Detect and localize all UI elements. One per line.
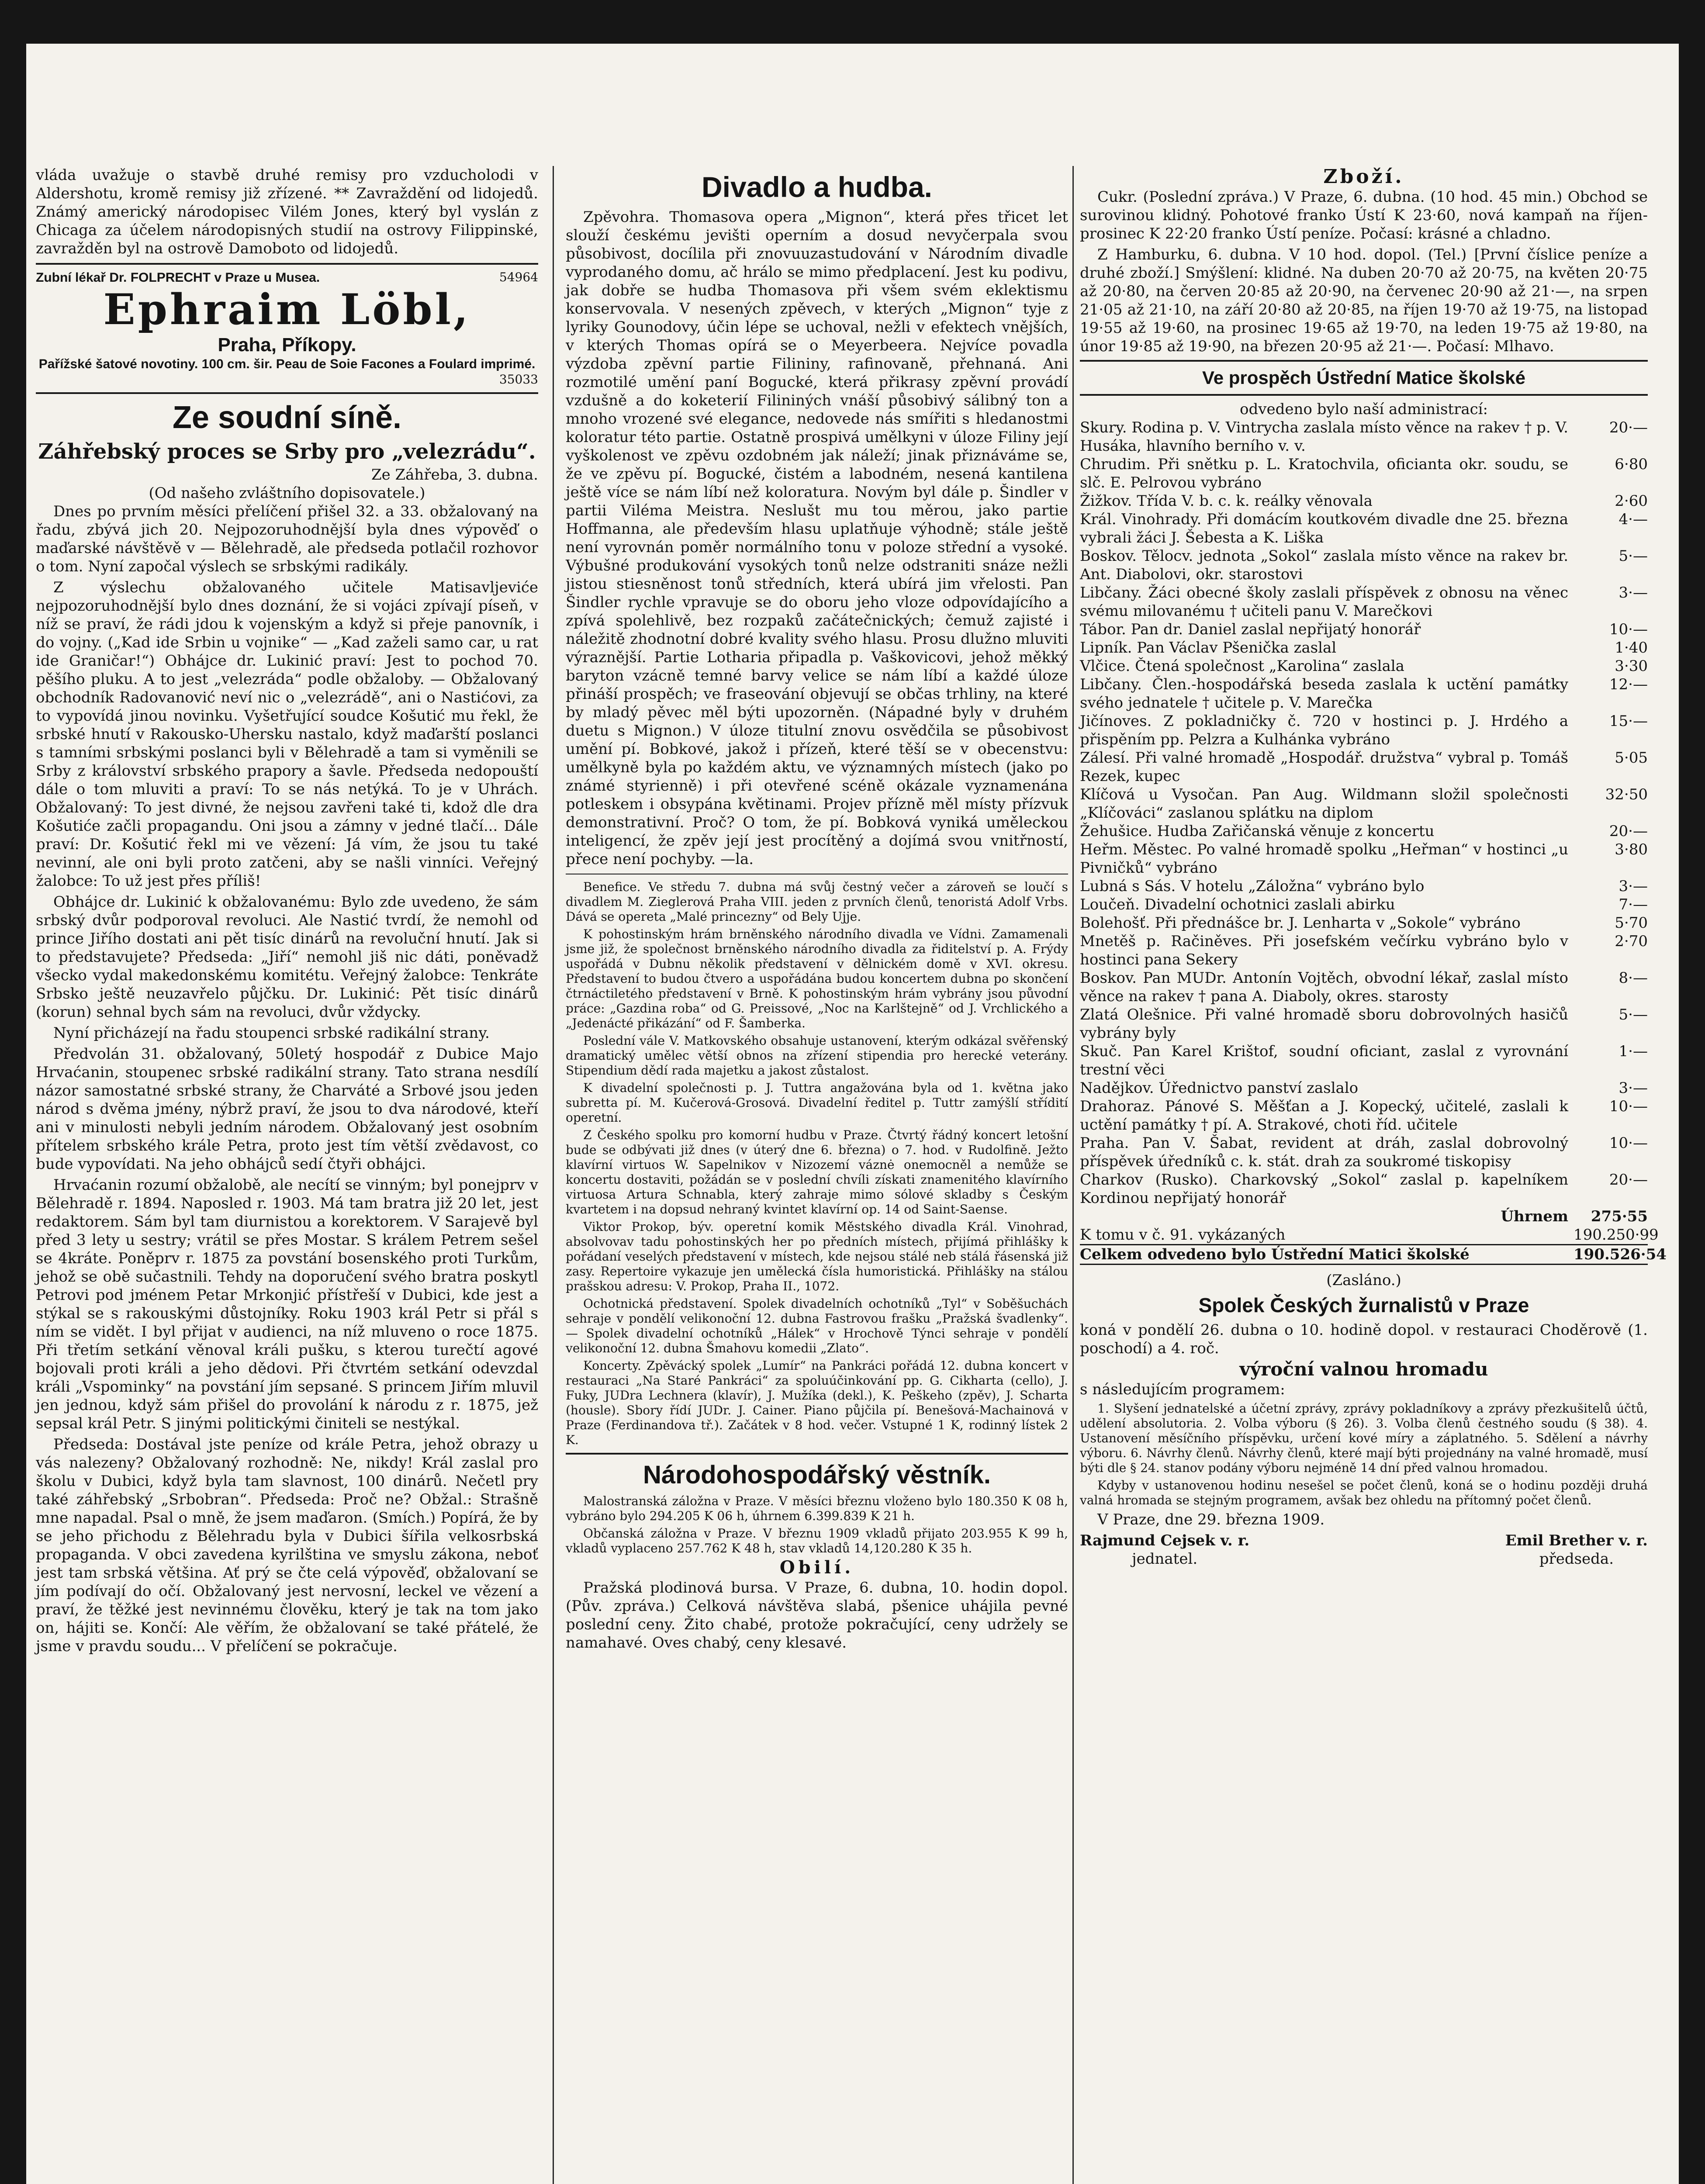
donation-row: [1080, 822, 1648, 840]
column-rule: [553, 166, 554, 2184]
donation-amount: 10·—: [1609, 621, 1648, 638]
donation-amount: 5·70: [1615, 914, 1648, 932]
donation-amount: 12·—: [1609, 676, 1648, 693]
donation-row: [1080, 492, 1648, 510]
donation-amount: 1·—: [1619, 1043, 1648, 1060]
donation-amount: 20·—: [1609, 1171, 1648, 1189]
donation-amount: 20·—: [1609, 822, 1648, 840]
subsection-title: Obilí.: [779, 1557, 854, 1578]
donation-row: [1080, 1079, 1648, 1097]
newspaper-page: [26, 44, 1679, 2184]
donation-text: Charkov (Rusko). Charkovský „Sokol“ zaslal p. kapelníkem Kordinou nepřijatý honorář: [1080, 1171, 1568, 1207]
donation-amount: 8·—: [1619, 969, 1648, 987]
ad-number: 35033: [499, 372, 538, 387]
article-paragraph: Dnes po prvním měsíci přelíčení přišel 32. a 33. obžalovaný na řadu, zbývá jich 20. Nejpozoruhodnější byla dnes výpověď o maďarské návštěvě v — Bělehradě, ale předseda potlačil rozhovor o tom. Nyní započal výslech se srbskými radikály.: [36, 503, 538, 575]
news-item: Ochotnická představení. Spolek divadelních ochotníků „Tyl“ v Soběšuchách sehraje v pondělí velikonoční 12. dubna Fastrovou frašku „Pražská švadlenky“. — Spolek divadelní ochotníků „Hálek“ v Hrochově Týnci sehraje v pondělí velikonoční 12. dubna Šmahovu komedii „Zlato“.: [566, 1296, 1068, 1355]
grand-total-label: Celkem odvedeno bylo Ústřední Matici školské: [1080, 1246, 1470, 1263]
donation-text: Žehušice. Hudba Zařičanská věnuje z koncertu: [1080, 822, 1435, 840]
donation-text: Skuč. Pan Karel Krištof, soudní oficiant, zaslal z vyrovnání trestní věci: [1080, 1043, 1568, 1078]
prior-total-label: K tomu v č. 91. vykázaných: [1080, 1226, 1286, 1244]
ad-text: Zubní lékař Dr. FOLPRECHT v Praze u Musea.: [36, 270, 320, 285]
donation-text: Vlčice. Čtená společnost „Karolina“ zaslala: [1080, 657, 1404, 675]
donation-row: [1080, 510, 1648, 547]
donation-amount: 15·—: [1609, 712, 1648, 730]
donation-amount: 10·—: [1609, 1134, 1648, 1152]
donation-text: Žižkov. Třída V. b. c. k. reálky věnovala: [1080, 492, 1373, 510]
donation-amount: 10·—: [1609, 1098, 1648, 1115]
meeting-title: výroční valnou hromadu: [1239, 1358, 1488, 1380]
donation-amount: 2·70: [1615, 933, 1648, 950]
donation-text: Loučeň. Divadelní ochotnici zaslali abirku: [1080, 896, 1395, 913]
subtotal-value: 275·55: [1591, 1208, 1648, 1225]
donation-row: [1080, 455, 1648, 492]
donation-amount: 3·30: [1615, 657, 1648, 675]
program-text: 1. Slyšení jednatelské a účetní zprávy, zprávy pokladníkovy a zprávy přezkušitelů účtů, udělení absolutoria. 2. Volba výboru (§ 26). 3. Volba členů čestného soudu (§ 38). 4. Ustanovení měsíčního příspěvku, určení kové míry a záplatného. 5. Sdělení a návrhy výboru. 6. Návrhy členů. Návrhy členů, které mají býti projednány na valné hromadě, musí býti dle § 24. stanov podány výboru nejméně 14 dní před valnou hromadou.: [1080, 1401, 1648, 1475]
news-item: Koncerty. Zpěvácký spolek „Lumír“ na Pankráci pořádá 12. dubna koncert v restauraci „Na Staré Pankráci“ za spoluúčinkování pp. G. Cikharta (cello), J. Fuky, JUDra Lechnera (klavír), J. Mužíka (dekl.), K. Peškeho (zpěv), J. Scharta (housle). Sbory řídí JUDr. J. Cainer. Piano půjčila pí. Benešová-Machainová v Praze (Ferdinandova tř.). Začátek v 8 hod. večer. Vstupné 1 K, rodinný lístek 2 K.: [566, 1358, 1068, 1447]
program-intro: s následujícím programem:: [1080, 1381, 1285, 1398]
signature-place-date: V Praze, dne 29. března 1909.: [1097, 1511, 1325, 1528]
news-item: Viktor Prokop, býv. operetní komik Městského divadla Král. Vinohrad, absolvovav tadu pohostinských her po předních místech, přijímá přihlášky k pořádaní veselých představení v místech, kde nejsou stálé neb stálá řásenská již zasy. Repertoire vykazuje jen umělecká čísla humoristická. Přihlášky na stálou prašskou adresu: V. Prokop, Praha II., 1072.: [566, 1220, 1068, 1293]
donation-amount: 3·80: [1615, 841, 1648, 858]
column-2: [566, 166, 1068, 2184]
article-paragraph: Hrvaćanin rozumí obžalobě, ale necítí se vinným; byl ponejprv v Bělehradě r. 1894. Naposled r. 1903. Má tam bratra již 20 let, jest redaktorem. Sám byl tam diurnistou a korektorem. V Sarajevě byl před 3 lety u sestry; vrátil se přes Mostar. S králem Petrem sešel se 4kráte. Poněprv r. 1875 za povstání bosenského proti Turkům, jehož se obě sučastnili. Tehdy na doporučení svého bratra poskytl Petrovi pod jménem Petar Mrkonjić přístřeší v Dubici, kde jest a stýkal se s rakouskými důstojníky. Roku 1903 král Petr si přál s ním se vidět. I byl přijat v audienci, na níž mluveno o roce 1875. Při třetím setkání věnoval králi pušku, s kterou turečtí agové bojovali proti králi a jeho dědovi. Při čtvrtém setkání odevzdal králi „Vspominky“ na povstání jím sepsané. S princem Jiřím mluvil jen jednou, když sám přišel do provolání k národu z r. 1875, jež sepsal král Petr. S jinými politickými činiteli se nestýkal.: [36, 1176, 538, 1432]
donation-text: Boskov. Pan MUDr. Antonín Vojtěch, obvodní lékař, zaslal místo věnce na rakev † pana A. Diaboly, okres. starosty: [1080, 969, 1568, 1005]
donation-row: [1080, 895, 1648, 914]
column-1: [36, 166, 538, 2184]
donation-amount: 1·40: [1615, 639, 1648, 657]
article-title: Záhřebský proces se Srby pro „velezrádu“.: [38, 439, 536, 464]
donation-amount: 3·—: [1619, 878, 1648, 895]
donation-row: [1080, 969, 1648, 1006]
donation-amount: 32·50: [1605, 786, 1648, 803]
article-source: (Od našeho zvláštního dopisovatele.): [149, 484, 425, 502]
prior-total-row: [1080, 1226, 1659, 1244]
donation-row: [1080, 418, 1648, 455]
news-brief: vláda uvažuje o stavbě druhé remisy pro vzducholodi v Aldershotu, kromě remisy již zřízené. ** Zavraždění od lidojedů. Známý americký národopisec Vilém Jones, který byl vyslán z Chicaga za účelem národopisných studií na ostrovy Filippinské, zavražděn byl na ostrově Damoboto od lidojedů.: [36, 166, 538, 257]
signatory-role: předseda.: [1539, 1550, 1614, 1568]
donation-amount: 5·—: [1619, 547, 1648, 565]
news-item: K divadelní společnosti p. J. Tuttra angažována byla od 1. května jako subretta pí. M. Kučerová-Grosová. Divadelní ředitel p. Tuttr zamýšlí střídití operetní.: [566, 1081, 1068, 1125]
donation-amount: 3·—: [1619, 1079, 1648, 1097]
donation-text: Jičínoves. Z pokladničky č. 720 v hostinci p. J. Hrdého a přispěním pp. Pelzra a Kulhánka vybráno: [1080, 712, 1568, 748]
divider: [36, 263, 538, 265]
subtotal-label: Úhrnem: [1501, 1208, 1568, 1225]
donation-amount: 7·—: [1619, 896, 1648, 913]
advertisement-text: Pařížské šatové novotiny. 100 cm. šir. Peau de Soie Facones a Foulard imprimé.: [38, 357, 536, 371]
donation-text: Libčany. Žáci obecné školy zaslali příspěvek z obnosu na věnec svému milovanému † učiteli panu V. Marečkovi: [1080, 584, 1568, 620]
donation-amount: 5·05: [1615, 749, 1648, 767]
advertiser-address: Praha, Příkopy.: [218, 334, 356, 356]
donation-row: [1080, 639, 1648, 657]
zaslano-label: (Zasláno.): [1326, 1272, 1401, 1289]
news-item: K pohostinským hrám brněnského národního divadla ve Vídni. Zamamenali jsme již, že společnost brněnského národního divadla za řiditelství p. A. Frýdy uspořádá v Dubnu několik představení v dělnickém domě v XVI. okresu. Představení to budou čtvero a uspořádána budou koncertem dubna po skončení čtrnáctiletého představení v Brně. K pohostinským hrám vybrány jsou původní práce: „Gazdina roba“ od G. Preissové, „Noc na Karlštejně“ od J. Vrchlického a „Jedenácté přikázání“ od F. Šamberka.: [566, 927, 1068, 1030]
donation-text: Chrudim. Při snětku p. L. Kratochvila, oficianta okr. soudu, se slč. E. Pelrovou vybráno: [1080, 456, 1568, 491]
section-title: Národohospodářský věstník.: [643, 1461, 991, 1489]
donation-text: Zlatá Olešnice. Při valné hromadě sboru dobrovolných hasičů vybrány byly: [1080, 1006, 1568, 1042]
article-paragraph: Obhájce dr. Lukinić k obžalovanému: Bylo zde uvedeno, že sám srbský dvůr podporoval revoluci. Ale Nastić tvrdí, že nemohl od prince Jiřího dostati ani pět tisíc dinárů na revoluční hnutí. Jak si to představujete? Předseda: „Jiří“ nemohl jiš nic dáti, poněvadž všecko vydal makedonskému komitétu. Veřejný žalobce: Tenkráte Srbsko ještě neuzavřelo půjčku. Dr. Lukinić: Pět tisíc dinárů (korun) sehnal bych sám na revoluci, dvůr vždycky.: [36, 893, 538, 1021]
prior-total-value: 190.250·99: [1574, 1226, 1659, 1244]
donation-text: Tábor. Pan dr. Daniel zaslal nepřijatý honorář: [1080, 621, 1421, 638]
donation-text: Nadějkov. Úřednictvo panství zaslalo: [1080, 1079, 1359, 1097]
news-item: Občanská záložna v Praze. V březnu 1909 vkladů přijato 203.955 K 99 h, vkladů vyplaceno 257.762 K 48 h, stav vkladů 14,120.280 K 35 h.: [566, 1526, 1068, 1555]
program-note: Kdyby v ustanovenou hodinu nesešel se počet členů, koná se o hodinu později druhá valná hromada se stejným programem, avšak bez ohledu na přítomný počet členů.: [1080, 1478, 1648, 1507]
association-title: Spolek Českých žurnalistů v Praze: [1198, 1294, 1529, 1317]
subtotal-row: [1080, 1207, 1648, 1226]
news-item: Z Českého spolku pro komorní hudbu v Praze. Čtvrtý řádný koncert letošní bude se odbývati již dnes (v úterý dne 6. března) o 7. hod. v Rudolfině. Ježto klavírní virtuos W. Sapelnikov v Nizozemí váznė onemocněl a nemůže se koncertu dostaviti, požádán se v poslední chvíli získati znamenitého klavírního virtuosa Artura Schnabla, který zahraje mimo sólové skladby s Českým kvartetem i na dopsud nehraný kvintet klavírní op. 14 od Saint-Saense.: [566, 1128, 1068, 1216]
donation-list: [1080, 418, 1648, 1207]
article-paragraph: Z výslechu obžalovaného učitele Matisavljeviće nejpozoruhodnější bylo dnes doznání, že si vojáci zpívají píseň, v níž se praví, že rádi jdou k vojenským a když si přeje panovník, i do vojny. („Kad ide Srbin u vojnike“ — „Kad zaželi samo car, u rat ide Graničar!“) Obhájce dr. Lukinić praví: Jest to pochod 70. pěšího pluku. A to jest „velezráda“ podle obžaloby. — Obžalovaný obchodník Radovanović neví nic o „velezrádě“, ani o Nastićovi, za to vypovídá jinou novinku. Vyšetřující soudce Košutić mu řekl, že srbské hnutí v Rakousko-Uhersku nastalo, když maďarští poslanci s tamními srbskými poslanci byli v Bělehradě a tam si vyměnili se Srby z království srbského prapory a šavle. Předseda nedopouští dále o tom mluviti a praví: To se nás netýká. To je v Uhrách. Obžalovaný: To jest divné, že nejsou zavřeni také ti, kdož dle dra Košutiće začli propagandu. Oni jsou a zámny v jedné tlačí... Dále praví: Dr. Košutić řekl mi ve vězení: Já vím, že jsou tu také nevinní, ale oni byli proto zatčeni, aby se našli vinníci. Veřejný žalobce: To už jest přes příliš!: [36, 579, 538, 890]
donation-text: Libčany. Člen.-hospodářská beseda zaslala k uctění památky svého jednatele † učitele p. V. Marečka: [1080, 676, 1568, 712]
donation-text: Bolehošť. Při přednášce br. J. Lenharta v „Sokole“ vybráno: [1080, 914, 1521, 932]
donation-row: [1080, 584, 1648, 620]
donation-amount: 20·—: [1609, 419, 1648, 436]
article-paragraph: Předvolán 31. obžalovaný, 50letý hospodář z Dubice Majo Hrvaćanin, stoupenec srbské radikální strany. Tato strana nesdílí názor samostatné srbské strany, že Charváté a Srbové jsou jeden národ s dvěma jmény, nýbrž praví, že jsou to dva národové, kteří ani v minulosti nebyli jedním národem. Obžalovaný jest osobním přítelem srbského krále Petra, proto jest tím větší zvědavost, co bude vypovídati. Na jeho obhájců sedí čtyři obhájci.: [36, 1045, 538, 1173]
divider: [566, 1453, 1068, 1455]
donation-row: [1080, 675, 1648, 712]
section-title: Divadlo a hudba.: [701, 171, 933, 203]
article-paragraph: Předseda: Dostával jste peníze od krále Petra, jehož obrazy u vás nalezeny? Obžalovaný rozhodně: Ne, nikdy! Král zaslal pro školu v Dubici, když byla tam slavnost, 100 dinárů. Nečetl pry také záhřebský „Srbobran“. Předseda: Proč ne? Obžal.: Strašně mne napadal. Psal o mně, že jsem maďaron. (Smích.) Popírá, že by se jeho přichodu z Bělehradu byla v Dubici šířila velkosrbská propaganda. V obci zavedena kyrilština ve smyslu zákona, neboť jest tam srbská většina. Ať prý se čte celá výpověď, obžalovaní se jím podívají do očí. Obžalovaný jest nervosní, leckel ve vězení a praví, že těžké jest nevinnému člověku, který je tak na tom jako on, hájiti se. Končí: Ale věřím, že obžalovaní se také přátelé, že jsme v pravdu soudu... V přelíčení se pokračuje.: [36, 1436, 538, 1655]
grand-total-row: [1080, 1244, 1667, 1265]
article-paragraph: Zpěvohra. Thomasova opera „Mignon“, která přes třicet let slouží českému jevišti operním a dosud nevyčerpala svou působivost, docílila při znovuuzastudování v Národním divadle vyprodaného domu, ač hrálo se mimo předplacení. Jest ku podivu, jak dobře se hudba Thomasova při všem svém eklektismu konservovala. V nesených zpěvech, v kterých „Mignon“ tyje z lyriky Gounodovy, účin lépe se uchoval, nežli v efektech vnějších, v kterých Thomas opírá se o Meyerbeera. Nejvíce povadla výzdoba zpěvní partie Filininy, rafinovaně, přehnaná. Ani rozmotilé umění paní Bogucké, která přikrasy zpěvní provádí vzdušně a do koketerií Filininých vnáší působivý sálibný ton a mnoho vrozené své elegance, nedovede nás smířiti s hledanostmi koloratur této partie. Ostatně prospivá umělkyni v úloze Filiny její vyškolenost ve zpěvu ozdobném jak náleží; jinak přiznáváme se, že ve zpěvu pí. Bogucké, čistém a labodném, nesená kantilena ještě více se nám líbí než koloratura. Novým byl dále p. Šindler v partii Viléma Meistra. Neslušt mu tou měrou, jako partie Hoffmanna, ale především hlasu uplatňuje výhodně; stále ještě není vyrovnán poměr normálního tonu v poloze střední a vysoké. Výbušné produkování vysokých tonů nelze odstraniti snáze nežli jistou stiesněnost tonů středních, která ubírá jim vřelosti. Pan Šindler rychle vpravuje se do oboru jeho vloze odpovídajícího a zpívá spolehlivě, bez rozpaků začátečnických; čemuž zajisté i náležitě zhodnotní dobré kvality svého hlasu. Prosu dlužno mluviti výraznější. Partie Lotharia připadla p. Vaškovicovi, jehož měkký baryton vzácně temné barvy velice se nám líbí a každé úloze přináší prospěch; ve fraseování objevují se občas trhliny, na které by mladý pěvec měl býti upozorněn. (Nápadné byly v druhém duetu s Mignon.) V úloze titulní znovu osvědčila se působivost umění pí. Bobkové, jakož i přízeň, které těší se v obecenstvu: umělkyně byla po každém aktu, ve významných místech (jako po známé styrienně) i při otevřené scéně okázale vyznamenána potleskem i obsypána květinami. Projev přízně měl místy přízvuk demonstrativní. Proč? O tom, že pí. Bobková vyniká uměleckou inteligencí, že zpěv její jest procítěný a dojímá svou vnitřností, přece není pochyby. —la.: [566, 208, 1068, 868]
market-report: Z Hamburku, 6. dubna. V 10 hod. dopol. (Tel.) [První číslice peníze a druhé zboží.] Smýšlení: klidné. Na duben 20·70 až 20·75, na květen 20·75 až 20·80, na červen 20·85 až 20·90, na červenec 20·90 až 21·—, na srpen 21·05 až 21·10, na září 20·80 až 20·85, na říjen 19·70 až 19·75, na listopad 19·55 až 19·60, na prosinec 19·65 až 19·70, na leden 19·75 až 19·80, na únor 19·85 až 19·90, na březen 20·95 až 21·—. Počasí: Mlhavo.: [1080, 246, 1648, 355]
donation-text: Heřm. Městec. Po valné hromadě spolku „Heřman“ v hostinci „u Pivničků“ vybráno: [1080, 841, 1568, 877]
donation-amount: 3·—: [1619, 584, 1648, 601]
donation-row: [1080, 1097, 1648, 1134]
donation-text: Skury. Rodina p. V. Vintrycha zaslala místo věnce na rakev † p. V. Husáka, hlavního berního v. v.: [1080, 419, 1568, 455]
donation-text: Praha. Pan V. Šabat, revident at dráh, zaslal dobrovolný příspěvek úředníků c. k. stát. drah za soukromé tiskopisy: [1080, 1134, 1568, 1170]
donation-row: [1080, 620, 1648, 639]
donation-amount: 6·80: [1615, 456, 1648, 473]
donation-row: [1080, 840, 1648, 877]
ad-number: 54964: [499, 270, 538, 284]
column-3: [1080, 166, 1667, 2184]
news-item: Malostranská záložna v Praze. V měsíci březnu vloženo bylo 180.350 K 08 h, vybráno bylo 294.205 K 06 h, úhrnem 6.399.839 K 21 h.: [566, 1494, 1068, 1523]
donation-text: Lubná s Sás. V hotelu „Záložna“ vybráno bylo: [1080, 878, 1425, 895]
dentist-ad: [36, 270, 538, 286]
donation-row: [1080, 1134, 1648, 1171]
article-paragraph: Nyní přicházejí na řadu stoupenci srbské radikální strany.: [53, 1024, 490, 1042]
market-report: Cukr. (Poslední zpráva.) V Praze, 6. dubna. (10 hod. 45 min.) Obchod se surovinou klidný. Pohotové franko Ústí K 23·60, nová kampaň na říjen-prosinec K 22·20 franko Ústí peníze. Počasí: krásné a chladno.: [1080, 188, 1648, 242]
donation-amount: 4·—: [1619, 511, 1648, 528]
donation-row: [1080, 547, 1648, 584]
donation-text: Lipník. Pan Václav Pšenička zaslal: [1080, 639, 1337, 657]
meeting-announcement: koná v pondělí 26. dubna o 10. hodině dopol. v restauraci Choděrově (1. poschodí) a 4. roč.: [1080, 1321, 1648, 1357]
donation-row: [1080, 932, 1648, 969]
donation-text: Boskov. Tělocv. jednota „Sokol“ zaslala místo věnce na rakev br. Ant. Diabolovi, okr. starostovi: [1080, 547, 1568, 583]
donation-text: Drahoraz. Pánové S. Měšťan a J. Kopecký, učitelé, zaslali k uctění památky † pí. A. Strakové, choti říd. učitele: [1080, 1098, 1568, 1133]
signatures: [1080, 1531, 1648, 1568]
signatory-name: Rajmund Cejsek v. r.: [1080, 1532, 1250, 1549]
dateline: Ze Záhřeba, 3. dubna.: [371, 466, 538, 484]
advertiser-name: Ephraim Löbl,: [103, 285, 471, 334]
signatory-name: Emil Brether v. r.: [1505, 1532, 1648, 1549]
grand-total-value: 190.526·54: [1574, 1246, 1667, 1263]
donation-row: [1080, 657, 1648, 675]
donation-text: Klíčová u Vysočan. Pan Aug. Wildmann složil společnosti „Klíčováci“ zaslanou splátku na diplom: [1080, 786, 1568, 822]
donation-amount: 2·60: [1615, 492, 1648, 510]
donation-row: [1080, 1042, 1648, 1079]
donation-text: Král. Vinohrady. Při domácím koutkovém divadle dne 25. března vybrali žáci J. Šebesta a K. Liška: [1080, 511, 1568, 546]
donation-text: Zálesí. Při valné hromadě „Hospodář. družstva“ vybral p. Tomáš Rezek, kupec: [1080, 749, 1568, 785]
donation-row: [1080, 1006, 1648, 1042]
signatory-role: jednatel.: [1132, 1550, 1198, 1568]
donation-row: [1080, 785, 1648, 822]
news-item: Benefice. Ve středu 7. dubna má svůj čestný večer a zároveň se loučí s divadlem M. Zieglerová Praha VIII. jeden z prvních členů, tenoristá Adolf Vrbs. Dává se opereta „Malé princezny“ od Bely Ujje.: [566, 880, 1068, 924]
donation-row: [1080, 749, 1648, 785]
section-title: Zboží.: [1323, 166, 1404, 188]
divider: [36, 392, 538, 394]
donation-row: [1080, 877, 1648, 895]
donation-list-subtitle: odvedeno bylo naší administrací:: [1240, 401, 1488, 418]
donation-list-title: Ve prospěch Ústřední Matice školské: [1202, 367, 1525, 388]
column-rule: [1072, 166, 1074, 2184]
news-item: Poslední vále V. Matkovského obsahuje ustanovení, kterým odkázal svěřenský dramatický umělec větší obnos na zřízení stipendia pro herecké veterány. Stipendium dědí rada majetku a jakost zůstalost.: [566, 1033, 1068, 1078]
news-item: Pražská plodinová bursa. V Praze, 6. dubna, 10. hodin dopol. (Pův. zpráva.) Celková návštěva slabá, pšenice uhájila pevné poslední ceny. Žito chabé, protože pokračující, ceny udržely se namahavé. Oves chabý, ceny klesavé.: [566, 1579, 1068, 1652]
donation-row: [1080, 914, 1648, 932]
section-title: Ze soudní síně.: [172, 400, 402, 435]
donation-row: [1080, 712, 1648, 749]
donation-amount: 5·—: [1619, 1006, 1648, 1023]
donation-text: Mnetěš p. Račiněves. Při josefském večírku vybráno bylo v hostinci pana Sekery: [1080, 933, 1568, 968]
donation-row: [1080, 1171, 1648, 1207]
